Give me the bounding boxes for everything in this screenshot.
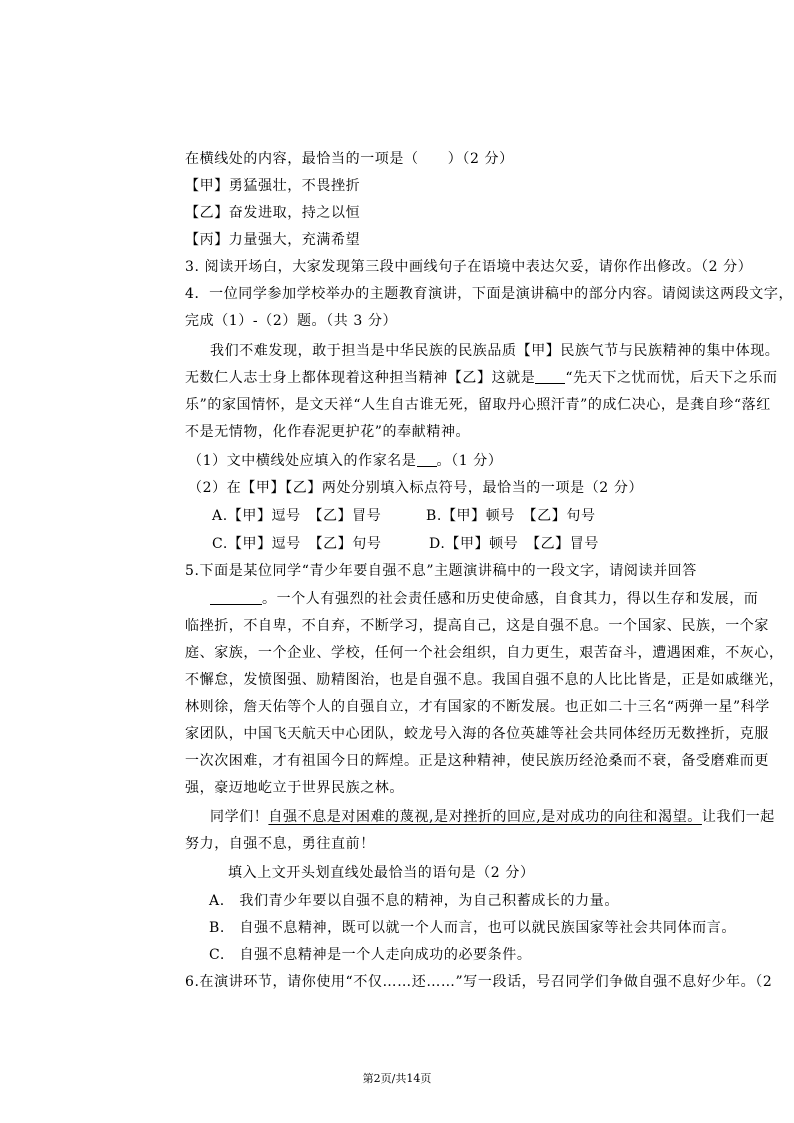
q4-option-c: C.【甲】逗号 【乙】句号 xyxy=(212,536,382,552)
q2-stem: 在横线处的内容，最恰当的一项是（ ）（2 分） xyxy=(185,151,514,167)
q4-passage-line4: 不是无情物，化作春泥更护花”的奉献精神。 xyxy=(185,424,471,440)
q5-option-b: B. 自强不息精神，既可以就一个人而言，也可以就民族国家等社会共同体而言。 xyxy=(209,920,736,936)
q4-passage-line3: 乐”的家国情怀，是文天祥“人生自古谁无死，留取丹心照汗青”的成仁决心，是龚自珍“落红 xyxy=(185,397,771,413)
q4-option-a: A.【甲】逗号 【乙】冒号 xyxy=(212,508,382,524)
q5-passage-line3: 庭、家族，一个企业、学校，任何一个社会组织，自力更生，艰苦奋斗，遭遇困难，不灰心， xyxy=(185,645,784,661)
q2-option-jia: 【甲】勇猛强壮，不畏挫折 xyxy=(185,178,361,194)
q4-sub1: （1）文中横线处应填入的作家名是 。（1 分） xyxy=(188,453,503,469)
q5-passage-line8: 强，豪迈地屹立于世界民族之林。 xyxy=(185,780,404,796)
underlined-sentence: 自强不息是对困难的蔑视,是对挫折的回应,是对成功的向往和渴望。 xyxy=(268,809,702,825)
q3-stem: 3. 阅读开场白，大家发现第三段中画线句子在语境中表达欠妥，请你作出修改。（2 分） xyxy=(185,259,753,275)
q5-passage-line6: 家团队，中国飞天航天中心团队，蛟龙号入海的各位英雄等社会共同体经历无数挫折，克服 xyxy=(185,726,769,742)
q4-passage-line2: 无数仁人志士身上都体现着这种担当精神【乙】这就是 “先天下之忧而忧，后天下之乐而 xyxy=(185,370,778,386)
q4-passage-line1: 我们不难发现，敢于担当是中华民族的民族品质【甲】民族气节与民族精神的集中体现。 xyxy=(210,343,780,359)
q4-stem-line1: 4．一位同学参加学校举办的主题教育演讲，下面是演讲稿中的部分内容。请阅读这两段文字， xyxy=(185,286,794,302)
q5-prompt: 填入上文开头划直线处最恰当的语句是（2 分） xyxy=(228,865,535,881)
q4-option-d: D.【甲】顿号 【乙】冒号 xyxy=(429,536,599,552)
page-number: 第2页/共14页 xyxy=(362,1072,432,1085)
q6-stem: 6.在演讲环节，请你使用“不仅……还……”写一段话，号召同学们争做自强不息好少年。（2 xyxy=(185,974,773,990)
q5-passage-line7: 一次次困难，才有祖国今日的辉煌。正是这种精神，使民族历经沧桑而不衰，备受磨难而更 xyxy=(185,753,769,769)
q5-closing-line1: 同学们！自强不息是对困难的蔑视,是对挫折的回应,是对成功的向往和渴望。让我们一起 xyxy=(210,809,775,825)
q4-option-b: B.【甲】顿号 【乙】句号 xyxy=(426,508,596,524)
q5-closing-line2: 努力，自强不息，勇往直前！ xyxy=(185,836,375,852)
author-blank[interactable] xyxy=(535,369,565,384)
q5-passage-line5: 林则徐，詹天佑等个人的自强自立，才有国家的不断发展。也正如二十三名“两弹一星”科学 xyxy=(185,699,770,715)
q5-passage-line1: 。一个人有强烈的社会责任感和历史使命感，自食其力，得以生存和发展，而 xyxy=(210,590,758,608)
q2-option-yi: 【乙】奋发进取，持之以恒 xyxy=(185,205,361,221)
opening-blank[interactable] xyxy=(210,590,262,605)
q5-option-c: C. 自强不息精神是一个人走向成功的必要条件。 xyxy=(209,947,532,963)
q5-option-a: A. 我们青少年要以自强不息的精神，为自己积蓄成长的力量。 xyxy=(209,893,619,909)
q5-stem: 5.下面是某位同学“青少年要自强不息”主题演讲稿中的一段文字，请阅读并回答 xyxy=(185,563,697,579)
q5-passage-line4: 不懈怠，发愤图强、励精图治，也是自强不息。我国自强不息的人比比皆是，正是如戚继光， xyxy=(185,672,784,688)
q4-sub2: （2）在【甲】【乙】两处分别填入标点符号，最恰当的一项是（2 分） xyxy=(188,480,644,496)
author-name-blank[interactable] xyxy=(417,452,437,467)
q4-stem-line2: 完成（1）-（2）题。（共 3 分） xyxy=(185,313,398,329)
q5-passage-line2: 临挫折，不自卑，不自弃，不断学习，提高自己，这是自强不息。一个国家、民族，一个家 xyxy=(185,618,769,634)
q2-option-bing: 【丙】力量强大，充满希望 xyxy=(185,232,361,248)
